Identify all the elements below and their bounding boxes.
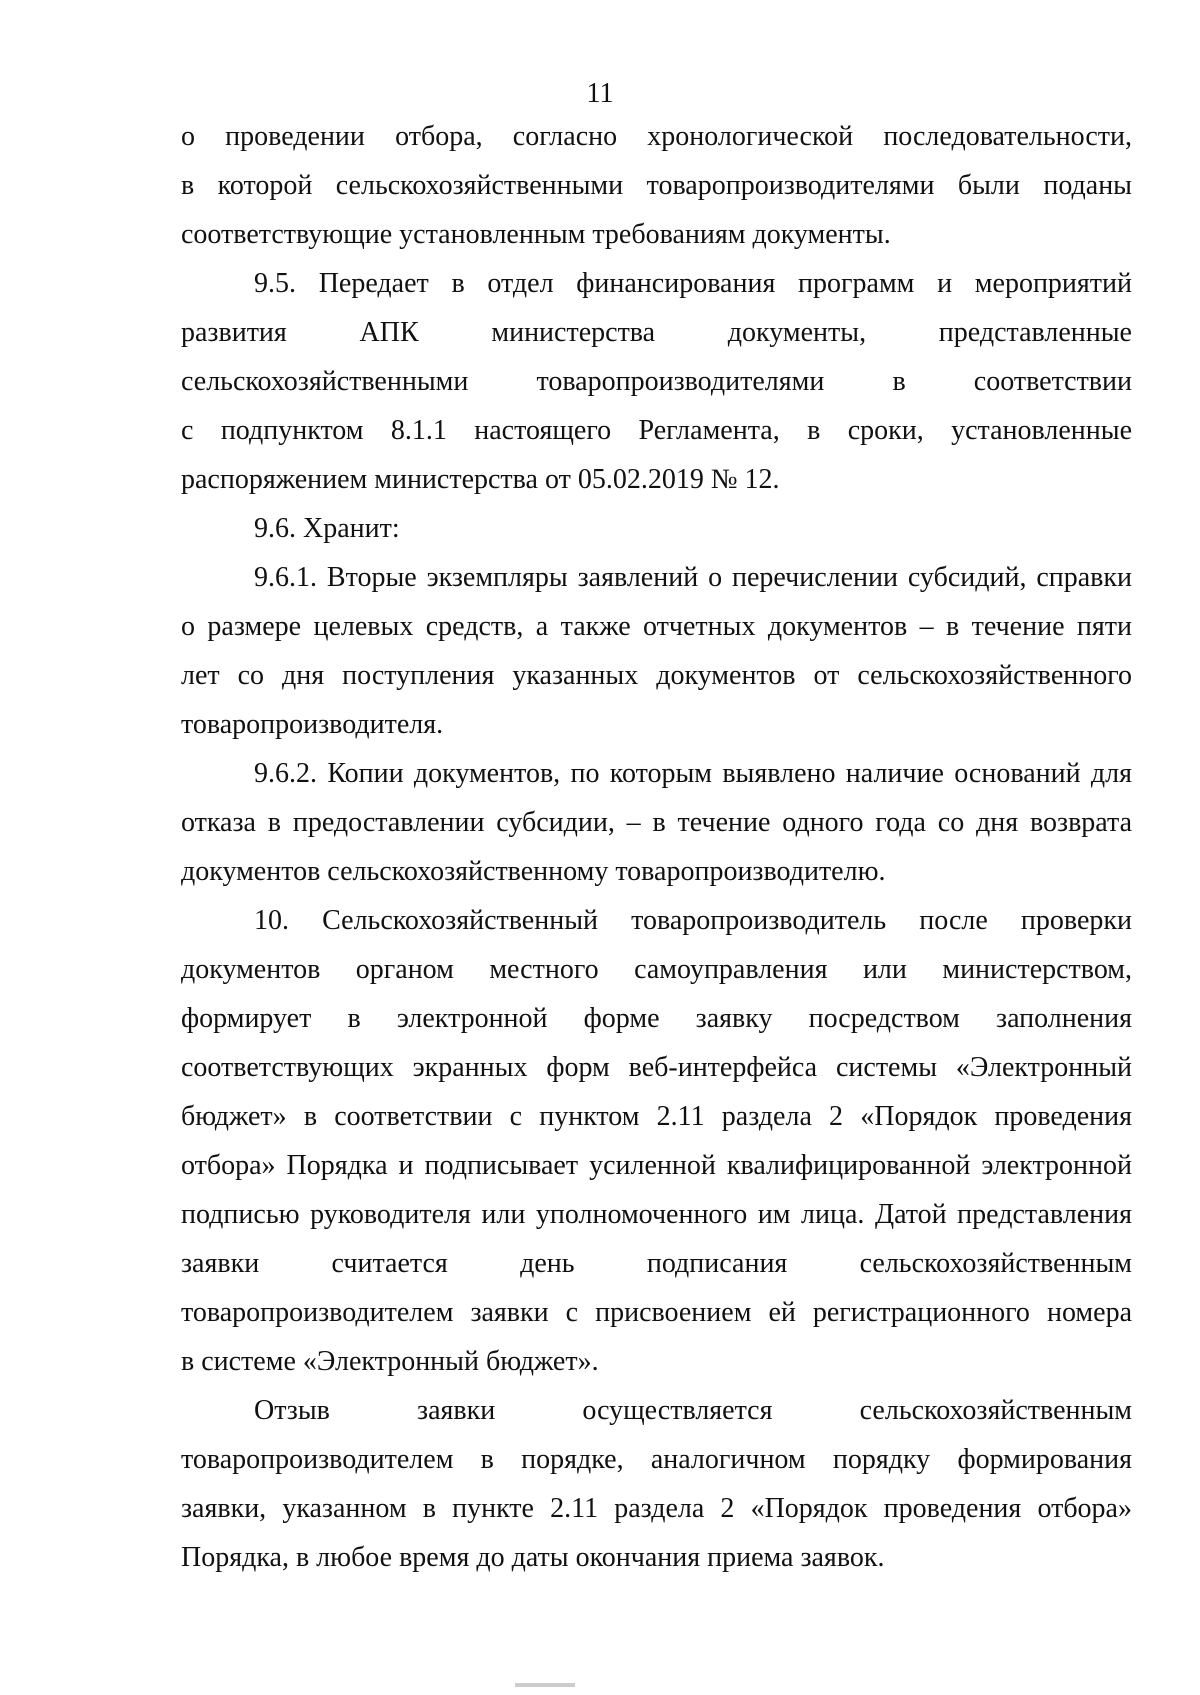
text-line: с подпунктом 8.1.1 настоящего Регламента, в сроки, установленные (181, 415, 1132, 446)
text-line: в которой сельскохозяйственными товаропроизводителями были поданы (181, 170, 1132, 201)
text-line: развития АПК министерства документы, представленные (181, 317, 1132, 348)
document-body (181, 112, 1132, 1582)
text-line: в системе «Электронный бюджет». (181, 1346, 599, 1377)
text-line: соответствующих экранных форм веб-интерфейса системы «Электронный (181, 1052, 1132, 1083)
text-line: о размере целевых средств, а также отчетных документов – в течение пяти (181, 611, 1132, 642)
text-line: лет со дня поступления указанных документов от сельскохозяйственного (181, 660, 1132, 691)
text-line: 9.6.1. Вторые экземпляры заявлений о перечислении субсидий, справки (254, 562, 1132, 593)
text-line: заявки считается день подписания сельскохозяйственным (181, 1248, 1132, 1279)
text-line: 9.5. Передает в отдел финансирования программ и мероприятий (254, 268, 1132, 299)
text-line: 9.6.2. Копии документов, по которым выявлено наличие оснований для (254, 758, 1132, 789)
text-line: отказа в предоставлении субсидии, – в течение одного года со дня возврата (181, 807, 1132, 838)
text-line: распоряжением министерства от 05.02.2019 № 12. (181, 464, 780, 495)
text-line: товаропроизводителем заявки с присвоением ей регистрационного номера (181, 1297, 1132, 1328)
text-line: сельскохозяйственными товаропроизводителями в соответствии (181, 366, 1132, 397)
text-line: заявки, указанном в пункте 2.11 раздела 2 «Порядок проведения отбора» (181, 1493, 1132, 1524)
text-line: бюджет» в соответствии с пунктом 2.11 раздела 2 «Порядок проведения (181, 1101, 1132, 1132)
text-line: формирует в электронной форме заявку посредством заполнения (181, 1003, 1132, 1034)
text-line: Отзыв заявки осуществляется сельскохозяйственным (254, 1395, 1132, 1426)
text-line: документов сельскохозяйственному товаропроизводителю. (181, 856, 886, 887)
text-line: подписью руководителя или уполномоченного им лица. Датой представления (181, 1199, 1132, 1230)
text-line: товаропроизводителя. (181, 709, 444, 740)
text-line: отбора» Порядка и подписывает усиленной квалифицированной электронной (181, 1150, 1132, 1181)
text-line: Порядка, в любое время до даты окончания приема заявок. (181, 1542, 885, 1573)
text-line: товаропроизводителем в порядке, аналогичном порядку формирования (181, 1444, 1132, 1475)
scan-artifact (515, 1683, 575, 1687)
text-line: о проведении отбора, согласно хронологической последовательности, (181, 121, 1132, 152)
text-line: 9.6. Хранит: (254, 513, 400, 544)
page-number: 11 (586, 78, 614, 109)
text-line: документов органом местного самоуправления или министерством, (181, 954, 1132, 985)
text-line: 10. Сельскохозяйственный товаропроизводитель после проверки (254, 905, 1132, 936)
text-line: соответствующие установленным требованиям документы. (181, 219, 891, 250)
